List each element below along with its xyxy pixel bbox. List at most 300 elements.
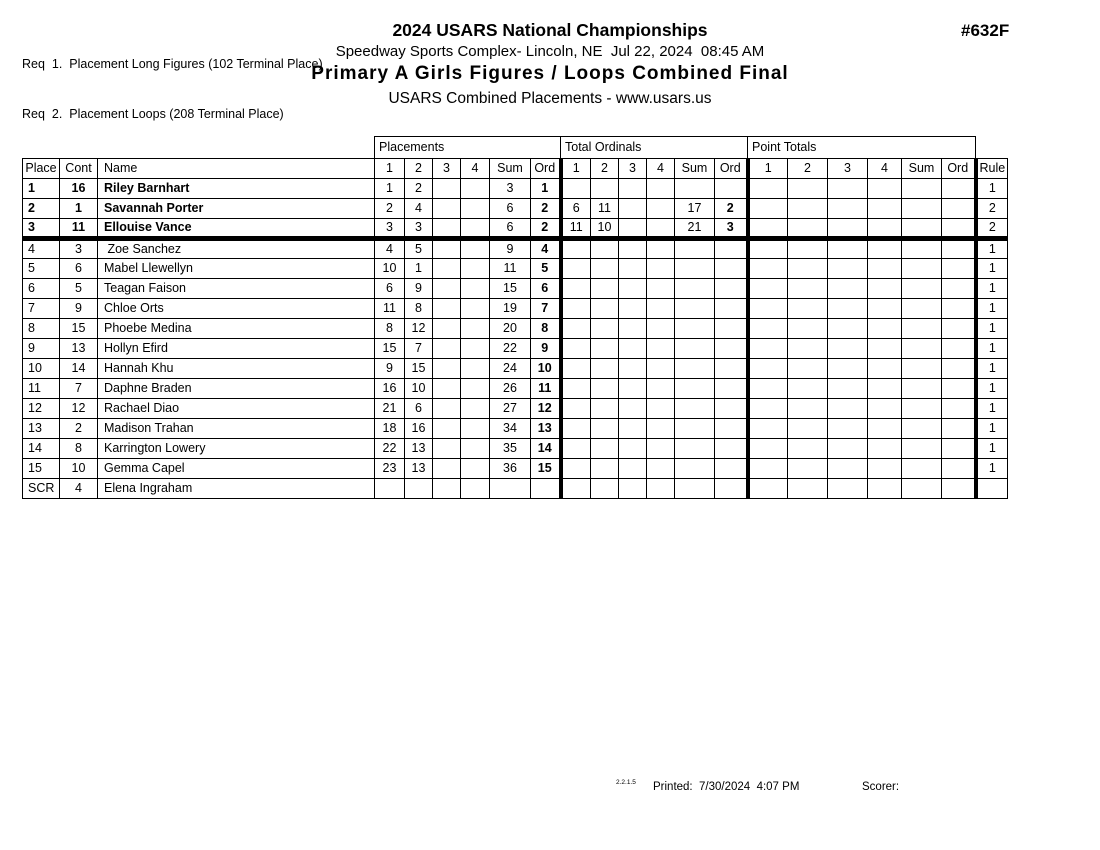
cell-cont: 13: [60, 339, 98, 359]
cell-placements-ord: 8: [531, 319, 561, 339]
cell-total_ordinals-3: [619, 279, 647, 299]
cell-place: 14: [23, 439, 60, 459]
col-header-total-ordinals-2: 2: [591, 159, 619, 179]
group-header-point-totals: Point Totals: [748, 137, 976, 159]
cell-total_ordinals-ord: [715, 479, 748, 499]
cell-place: 5: [23, 259, 60, 279]
cell-placements-4: [461, 179, 490, 199]
cell-rule: [976, 479, 1008, 499]
cell-placements-sum: 19: [490, 299, 531, 319]
cell-total_ordinals-3: [619, 319, 647, 339]
cell-rule: 1: [976, 419, 1008, 439]
cell-point_totals-ord: [942, 239, 976, 259]
cell-total_ordinals-2: [591, 379, 619, 399]
cell-placements-ord: 2: [531, 219, 561, 239]
cell-placements-3: [433, 339, 461, 359]
cell-total_ordinals-ord: [715, 439, 748, 459]
cell-point_totals-sum: [902, 319, 942, 339]
cell-point_totals-3: [828, 319, 868, 339]
cell-point_totals-ord: [942, 299, 976, 319]
cell-total_ordinals-4: [647, 219, 675, 239]
cell-total_ordinals-1: [561, 419, 591, 439]
cell-placements-1: 4: [375, 239, 405, 259]
cell-point_totals-3: [828, 439, 868, 459]
cell-point_totals-sum: [902, 299, 942, 319]
cell-total_ordinals-ord: [715, 379, 748, 399]
cell-placements-sum: [490, 479, 531, 499]
cell-point_totals-4: [868, 219, 902, 239]
cell-placements-sum: 20: [490, 319, 531, 339]
req-line-1: Req 1. Placement Long Figures (102 Terminal Place): [22, 57, 323, 71]
cell-point_totals-1: [748, 459, 788, 479]
cell-total_ordinals-2: [591, 399, 619, 419]
cell-point_totals-4: [868, 419, 902, 439]
cell-point_totals-ord: [942, 319, 976, 339]
cell-placements-sum: 36: [490, 459, 531, 479]
championship-title: 2024 USARS National Championships: [392, 20, 708, 40]
cell-placements-sum: 27: [490, 399, 531, 419]
cell-cont: 15: [60, 319, 98, 339]
cell-point_totals-3: [828, 399, 868, 419]
cell-point_totals-ord: [942, 479, 976, 499]
cell-placements-ord: 12: [531, 399, 561, 419]
cell-total_ordinals-4: [647, 199, 675, 219]
cell-placements-3: [433, 219, 461, 239]
cell-point_totals-sum: [902, 199, 942, 219]
cell-placements-3: [433, 379, 461, 399]
cell-point_totals-sum: [902, 179, 942, 199]
cell-total_ordinals-2: [591, 299, 619, 319]
cell-total_ordinals-4: [647, 319, 675, 339]
header-center: [0, 20, 1100, 108]
cell-placements-1: 22: [375, 439, 405, 459]
cell-placements-sum: 22: [490, 339, 531, 359]
cell-placements-4: [461, 479, 490, 499]
cell-total_ordinals-4: [647, 339, 675, 359]
table-row: [23, 299, 1008, 319]
cell-cont: 8: [60, 439, 98, 459]
cell-rule: 1: [976, 319, 1008, 339]
table-row: [23, 479, 1008, 499]
cell-placements-3: [433, 479, 461, 499]
table-row: [23, 419, 1008, 439]
cell-place: 2: [23, 199, 60, 219]
cell-placements-2: 6: [405, 399, 433, 419]
col-header-total-ordinals-ord: Ord: [715, 159, 748, 179]
cell-placements-ord: 15: [531, 459, 561, 479]
cell-rule: 1: [976, 239, 1008, 259]
cell-point_totals-ord: [942, 279, 976, 299]
cell-placements-3: [433, 179, 461, 199]
cell-point_totals-3: [828, 459, 868, 479]
cell-point_totals-1: [748, 419, 788, 439]
group-header-total-ordinals: Total Ordinals: [561, 137, 748, 159]
cell-point_totals-4: [868, 339, 902, 359]
cell-placements-3: [433, 259, 461, 279]
cell-point_totals-2: [788, 379, 828, 399]
cell-point_totals-3: [828, 199, 868, 219]
cell-total_ordinals-2: [591, 319, 619, 339]
cell-cont: 5: [60, 279, 98, 299]
cell-placements-1: 21: [375, 399, 405, 419]
cell-point_totals-2: [788, 459, 828, 479]
cell-total_ordinals-1: [561, 339, 591, 359]
cell-placements-1: 11: [375, 299, 405, 319]
cell-rule: 2: [976, 199, 1008, 219]
cell-point_totals-4: [868, 399, 902, 419]
cell-point_totals-4: [868, 199, 902, 219]
cell-placements-4: [461, 259, 490, 279]
cell-placements-ord: 14: [531, 439, 561, 459]
cell-placements-3: [433, 279, 461, 299]
cell-point_totals-1: [748, 339, 788, 359]
cell-placements-1: 16: [375, 379, 405, 399]
cell-placements-1: [375, 479, 405, 499]
cell-total_ordinals-1: 6: [561, 199, 591, 219]
cell-cont: 3: [60, 239, 98, 259]
cell-placements-1: 2: [375, 199, 405, 219]
cell-total_ordinals-ord: [715, 339, 748, 359]
table-row: [23, 279, 1008, 299]
cell-total_ordinals-4: [647, 419, 675, 439]
cell-point_totals-1: [748, 319, 788, 339]
cell-placements-3: [433, 239, 461, 259]
cell-placements-2: 5: [405, 239, 433, 259]
cell-name: Karrington Lowery: [98, 439, 375, 459]
cell-placements-1: 18: [375, 419, 405, 439]
col-header-place: Place: [23, 159, 60, 179]
cell-point_totals-2: [788, 339, 828, 359]
cell-point_totals-ord: [942, 399, 976, 419]
cell-placements-sum: 26: [490, 379, 531, 399]
cell-total_ordinals-ord: [715, 239, 748, 259]
cell-name: Elena Ingraham: [98, 479, 375, 499]
cell-placements-4: [461, 199, 490, 219]
cell-point_totals-2: [788, 199, 828, 219]
cell-placements-4: [461, 379, 490, 399]
cell-total_ordinals-sum: [675, 279, 715, 299]
cell-placements-2: [405, 479, 433, 499]
cell-point_totals-1: [748, 399, 788, 419]
cell-placements-2: 8: [405, 299, 433, 319]
cell-total_ordinals-ord: [715, 319, 748, 339]
cell-total_ordinals-2: [591, 259, 619, 279]
cell-placements-2: 16: [405, 419, 433, 439]
col-header-total-ordinals-4: 4: [647, 159, 675, 179]
cell-point_totals-sum: [902, 479, 942, 499]
cell-point_totals-3: [828, 339, 868, 359]
cell-total_ordinals-sum: [675, 419, 715, 439]
col-header-point-totals-1: 1: [748, 159, 788, 179]
cell-total_ordinals-sum: [675, 359, 715, 379]
cell-name: Madison Trahan: [98, 419, 375, 439]
col-header-rule: Rule: [976, 159, 1008, 179]
table-row: [23, 199, 1008, 219]
cell-name: Riley Barnhart: [98, 179, 375, 199]
event-title: Primary A Girls Figures / Loops Combined Final: [311, 63, 789, 84]
cell-point_totals-1: [748, 299, 788, 319]
cell-total_ordinals-3: [619, 299, 647, 319]
cell-total_ordinals-3: [619, 339, 647, 359]
cell-placements-4: [461, 439, 490, 459]
cell-total_ordinals-sum: 21: [675, 219, 715, 239]
cell-rule: 1: [976, 439, 1008, 459]
cell-place: 7: [23, 299, 60, 319]
cell-placements-2: 13: [405, 459, 433, 479]
cell-place: 15: [23, 459, 60, 479]
results-table: [22, 136, 1008, 499]
col-header-total-ordinals-1: 1: [561, 159, 591, 179]
cell-point_totals-ord: [942, 219, 976, 239]
printed-timestamp: Printed: 7/30/2024 4:07 PM: [653, 781, 800, 793]
cell-cont: 1: [60, 199, 98, 219]
cell-cont: 2: [60, 419, 98, 439]
cell-total_ordinals-sum: [675, 299, 715, 319]
cell-total_ordinals-2: 10: [591, 219, 619, 239]
cell-total_ordinals-4: [647, 479, 675, 499]
col-header-total-ordinals-3: 3: [619, 159, 647, 179]
cell-placements-ord: [531, 479, 561, 499]
cell-total_ordinals-1: [561, 319, 591, 339]
cell-point_totals-4: [868, 319, 902, 339]
cell-point_totals-4: [868, 459, 902, 479]
cell-total_ordinals-ord: [715, 259, 748, 279]
cell-placements-2: 3: [405, 219, 433, 239]
cell-total_ordinals-4: [647, 379, 675, 399]
cell-point_totals-4: [868, 279, 902, 299]
cell-placements-2: 4: [405, 199, 433, 219]
cell-total_ordinals-4: [647, 279, 675, 299]
cell-total_ordinals-2: [591, 459, 619, 479]
cell-total_ordinals-4: [647, 439, 675, 459]
cell-point_totals-sum: [902, 419, 942, 439]
cell-point_totals-sum: [902, 219, 942, 239]
cell-total_ordinals-ord: 2: [715, 199, 748, 219]
event-number: #632F: [961, 21, 1010, 40]
cell-point_totals-3: [828, 379, 868, 399]
cell-placements-sum: 24: [490, 359, 531, 379]
cell-total_ordinals-4: [647, 299, 675, 319]
cell-point_totals-4: [868, 299, 902, 319]
cell-rule: 1: [976, 399, 1008, 419]
cell-total_ordinals-2: [591, 279, 619, 299]
cell-place: 9: [23, 339, 60, 359]
cell-total_ordinals-sum: [675, 319, 715, 339]
cell-total_ordinals-2: [591, 179, 619, 199]
cell-total_ordinals-2: 11: [591, 199, 619, 219]
cell-total_ordinals-sum: [675, 459, 715, 479]
cell-name: Savannah Porter: [98, 199, 375, 219]
cell-point_totals-ord: [942, 459, 976, 479]
table-row: [23, 399, 1008, 419]
cell-place: 4: [23, 239, 60, 259]
group-header-row: [23, 137, 1008, 159]
cell-name: Hannah Khu: [98, 359, 375, 379]
cell-placements-4: [461, 299, 490, 319]
cell-total_ordinals-3: [619, 359, 647, 379]
table-row: [23, 359, 1008, 379]
cell-place: 12: [23, 399, 60, 419]
cell-placements-1: 8: [375, 319, 405, 339]
cell-total_ordinals-1: 11: [561, 219, 591, 239]
cell-placements-1: 6: [375, 279, 405, 299]
venue-date-line: Speedway Sports Complex- Lincoln, NE Jul 22, 2024 08:45 AM: [335, 43, 765, 60]
cell-total_ordinals-sum: [675, 379, 715, 399]
cell-placements-4: [461, 319, 490, 339]
col-header-placements-1: 1: [375, 159, 405, 179]
cell-point_totals-3: [828, 239, 868, 259]
col-header-placements-ord: Ord: [531, 159, 561, 179]
cell-total_ordinals-3: [619, 239, 647, 259]
cell-total_ordinals-1: [561, 359, 591, 379]
cell-name: Zoe Sanchez: [98, 239, 375, 259]
cell-placements-4: [461, 459, 490, 479]
cell-placements-sum: 15: [490, 279, 531, 299]
cell-point_totals-3: [828, 279, 868, 299]
cell-cont: 10: [60, 459, 98, 479]
cell-total_ordinals-3: [619, 459, 647, 479]
col-header-point-totals-ord: Ord: [942, 159, 976, 179]
cell-point_totals-3: [828, 299, 868, 319]
column-header-row: [23, 159, 1008, 179]
cell-placements-4: [461, 239, 490, 259]
cell-place: 10: [23, 359, 60, 379]
cell-total_ordinals-2: [591, 439, 619, 459]
col-header-point-totals-3: 3: [828, 159, 868, 179]
cell-point_totals-4: [868, 179, 902, 199]
cell-placements-ord: 7: [531, 299, 561, 319]
cell-place: 8: [23, 319, 60, 339]
cell-point_totals-ord: [942, 359, 976, 379]
cell-name: Hollyn Efird: [98, 339, 375, 359]
cell-total_ordinals-sum: [675, 179, 715, 199]
cell-placements-4: [461, 419, 490, 439]
cell-placements-2: 10: [405, 379, 433, 399]
cell-total_ordinals-3: [619, 399, 647, 419]
cell-total_ordinals-1: [561, 299, 591, 319]
cell-point_totals-4: [868, 479, 902, 499]
cell-point_totals-sum: [902, 339, 942, 359]
cell-total_ordinals-4: [647, 459, 675, 479]
cell-point_totals-2: [788, 439, 828, 459]
cell-total_ordinals-1: [561, 459, 591, 479]
table-row: [23, 439, 1008, 459]
cell-placements-ord: 5: [531, 259, 561, 279]
cell-point_totals-sum: [902, 259, 942, 279]
cell-placements-ord: 13: [531, 419, 561, 439]
cell-name: Gemma Capel: [98, 459, 375, 479]
cell-total_ordinals-ord: [715, 419, 748, 439]
cell-total_ordinals-sum: [675, 399, 715, 419]
col-header-total-ordinals-sum: Sum: [675, 159, 715, 179]
cell-placements-3: [433, 199, 461, 219]
table-row: [23, 379, 1008, 399]
cell-rule: 1: [976, 459, 1008, 479]
cell-point_totals-2: [788, 219, 828, 239]
cell-total_ordinals-ord: [715, 279, 748, 299]
cell-total_ordinals-4: [647, 259, 675, 279]
cell-point_totals-2: [788, 479, 828, 499]
cell-point_totals-sum: [902, 399, 942, 419]
cell-rule: 1: [976, 279, 1008, 299]
col-header-cont: Cont: [60, 159, 98, 179]
cell-point_totals-2: [788, 419, 828, 439]
cell-rule: 1: [976, 179, 1008, 199]
cell-placements-sum: 6: [490, 219, 531, 239]
cell-total_ordinals-3: [619, 219, 647, 239]
cell-point_totals-3: [828, 219, 868, 239]
cell-placements-3: [433, 399, 461, 419]
cell-placements-sum: 6: [490, 199, 531, 219]
col-header-point-totals-sum: Sum: [902, 159, 942, 179]
table-row: [23, 339, 1008, 359]
table-row: [23, 459, 1008, 479]
cell-total_ordinals-3: [619, 199, 647, 219]
cell-point_totals-2: [788, 319, 828, 339]
table-row: [23, 219, 1008, 239]
cell-rule: 1: [976, 379, 1008, 399]
cell-total_ordinals-4: [647, 359, 675, 379]
cell-point_totals-2: [788, 259, 828, 279]
cell-point_totals-sum: [902, 379, 942, 399]
cell-point_totals-1: [748, 199, 788, 219]
cell-total_ordinals-1: [561, 479, 591, 499]
cell-placements-3: [433, 439, 461, 459]
cell-total_ordinals-sum: [675, 439, 715, 459]
cell-total_ordinals-ord: [715, 359, 748, 379]
cell-name: Phoebe Medina: [98, 319, 375, 339]
cell-point_totals-2: [788, 239, 828, 259]
cell-point_totals-ord: [942, 259, 976, 279]
group-header-placements: Placements: [375, 137, 561, 159]
cell-placements-2: 13: [405, 439, 433, 459]
cell-point_totals-4: [868, 439, 902, 459]
cell-placements-1: 9: [375, 359, 405, 379]
cell-cont: 6: [60, 259, 98, 279]
col-header-point-totals-2: 2: [788, 159, 828, 179]
cell-point_totals-1: [748, 379, 788, 399]
cell-total_ordinals-3: [619, 439, 647, 459]
cell-placements-ord: 1: [531, 179, 561, 199]
cell-placements-ord: 10: [531, 359, 561, 379]
cell-point_totals-2: [788, 399, 828, 419]
cell-point_totals-3: [828, 359, 868, 379]
cell-total_ordinals-2: [591, 339, 619, 359]
cell-placements-1: 23: [375, 459, 405, 479]
cell-point_totals-1: [748, 179, 788, 199]
cell-total_ordinals-3: [619, 479, 647, 499]
req-line-2: Req 2. Placement Loops (208 Terminal Place): [22, 106, 284, 121]
cell-total_ordinals-sum: [675, 239, 715, 259]
cell-placements-sum: 11: [490, 259, 531, 279]
scorer-label: Scorer:: [862, 781, 900, 793]
cell-name: Chloe Orts: [98, 299, 375, 319]
cell-point_totals-2: [788, 179, 828, 199]
cell-total_ordinals-3: [619, 179, 647, 199]
cell-total_ordinals-4: [647, 239, 675, 259]
cell-total_ordinals-3: [619, 379, 647, 399]
cell-point_totals-1: [748, 259, 788, 279]
table-row: [23, 319, 1008, 339]
cell-placements-2: 2: [405, 179, 433, 199]
cell-total_ordinals-1: [561, 259, 591, 279]
col-header-placements-3: 3: [433, 159, 461, 179]
cell-total_ordinals-sum: 17: [675, 199, 715, 219]
cell-total_ordinals-sum: [675, 339, 715, 359]
cell-total_ordinals-3: [619, 419, 647, 439]
cell-total_ordinals-1: [561, 379, 591, 399]
cell-point_totals-4: [868, 379, 902, 399]
